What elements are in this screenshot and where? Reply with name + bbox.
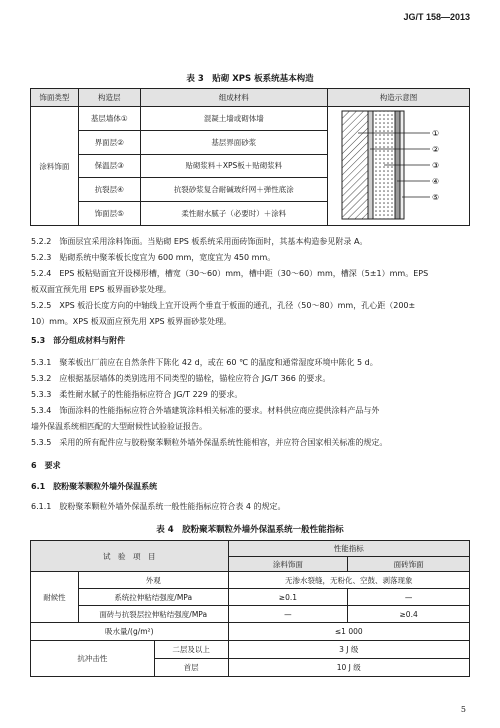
table-row: [31, 623, 470, 641]
table3-header-type: 饰面类型: [31, 89, 79, 107]
table4: [30, 540, 470, 677]
paragraph: 10）mm。XPS 板双面应预先用 XPS 板界面砂浆处理。: [31, 317, 232, 326]
table3-header-row: [31, 89, 470, 107]
paragraph: 板双面宜预先用 EPS 板界面砂浆处理。: [31, 285, 172, 294]
table-row: [31, 589, 470, 606]
table4-header-row: [31, 541, 470, 557]
paragraph: 5.2.3 贴砌系统中聚苯板长度宜为 600 mm，宽度宜为 450 mm。: [31, 253, 276, 262]
table4-value-tile: ≥0.4: [348, 606, 470, 623]
diagram-label: ①: [432, 129, 440, 138]
table4-value-coating: —: [228, 606, 348, 623]
table3-layer: 饰面层⑤: [78, 202, 140, 226]
table4-header-performance: 性能指标: [228, 541, 469, 557]
table4-value-coating: ≥0.1: [228, 589, 348, 606]
section-5-2-text: [31, 234, 471, 330]
table4-weather-cell: 耐候性: [31, 572, 79, 623]
table3-layer: 基层墙体①: [78, 107, 140, 131]
table4-value: 3 J 级: [228, 641, 469, 659]
table4-item: 系统拉伸粘结强度/MPa: [78, 589, 228, 606]
table4-item: 首层: [154, 659, 228, 677]
table4-header-item: 试 验 项 目: [31, 541, 229, 572]
section-5-3-text: [31, 355, 471, 451]
table-row: [31, 606, 470, 623]
table3-material: 贴砌浆料＋XPS板＋贴砌浆料: [140, 154, 327, 178]
section-heading-6: 6 要求: [31, 461, 61, 470]
table3-layer: 保温层③: [78, 154, 140, 178]
table4-item: 吸水量/(g/m²): [31, 623, 229, 641]
paragraph: 5.3.4 饰面涂料的性能指标应符合外墙建筑涂料相关标准的要求。材料供应商应提供涂料产品与外: [31, 406, 380, 415]
table-row: [31, 572, 470, 589]
table3-caption: 表 3 贴砌 XPS 板系统基本构造: [186, 74, 314, 84]
standard-number: JG/T 158—2013: [403, 12, 470, 22]
table3-header-layer: 构造层: [78, 89, 140, 107]
diagram-label: ④: [432, 177, 440, 186]
diagram-label: ②: [432, 145, 440, 154]
table3-layer: 抗裂层④: [78, 178, 140, 202]
table3-material: 混凝土墙或砌体墙: [140, 107, 327, 131]
table3-type-cell: 涂料饰面: [31, 107, 79, 226]
table4-caption: 表 4 胶粉聚苯颗粒外墙外保温系统一般性能指标: [156, 525, 344, 535]
table3-header-material: 组成材料: [140, 89, 327, 107]
table4-item: 面砖与抗裂层拉伸粘结强度/MPa: [78, 606, 228, 623]
section-6-1-1-text: [31, 499, 471, 515]
table3-material: 抗裂砂浆复合耐碱玻纤网＋弹性底涂: [140, 178, 327, 202]
table3: [30, 88, 470, 226]
diagram-label: ⑤: [432, 193, 440, 202]
table4-item: 外观: [78, 572, 228, 589]
interface-layer: [368, 111, 373, 219]
table3-layer: 界面层②: [78, 130, 140, 154]
paragraph: 5.2.5 XPS 板沿长度方向的中轴线上宜开设两个垂直于板面的通孔，孔径（50～80）mm，孔心距（200±: [31, 301, 416, 310]
table3-material: 柔性耐水腻子（必要时）＋涂料: [140, 202, 327, 226]
table4-header-coating: 涂料饰面: [228, 557, 348, 572]
table3-diagram-cell: [327, 107, 469, 226]
table4-header-tile: 面砖饰面: [348, 557, 470, 572]
page-number: 5: [460, 705, 466, 714]
table4-value: ≤1 000: [228, 623, 469, 641]
table-row: [31, 107, 470, 131]
table4-impact-cell: 抗冲击性: [31, 641, 155, 677]
paragraph: 6.1.1 胶粉聚苯颗粒外墙外保温系统一般性能指标应符合表 4 的规定。: [31, 502, 286, 511]
paragraph: 5.3.5 采用的所有配件应与胶粉聚苯颗粒外墙外保温系统性能相容，并应符合国家相关标准的规定。: [31, 438, 388, 447]
paragraph: 5.2.2 饰面层宜采用涂料饰面。当贴砌 EPS 板系统采用面砖饰面时，其基本构造参见附录 A。: [31, 237, 368, 246]
table4-value-tile: —: [348, 589, 470, 606]
table4-item: 二层及以上: [154, 641, 228, 659]
diagram-label: ③: [432, 161, 440, 170]
table3-material: 基层界面砂浆: [140, 130, 327, 154]
section-heading-6-1: 6.1 胶粉聚苯颗粒外墙外保温系统: [31, 482, 158, 491]
table-row: [31, 641, 470, 659]
table4-value: 10 J 级: [228, 659, 469, 677]
section-heading-5-3: 5.3 部分组成材料与附件: [31, 336, 126, 345]
paragraph: 墙外保温系统相匹配的大型耐候性试验验证报告。: [31, 422, 207, 431]
paragraph: 5.3.1 聚苯板出厂前应在自然条件下陈化 42 d，或在 60 ℃ 的温度和通常湿度环境中陈化 5 d。: [31, 358, 378, 367]
paragraph: 5.3.2 应根据基层墙体的类别选用不同类型的锚栓，锚栓应符合 JG/T 366 的要求。: [31, 374, 331, 383]
table4-value: 无渗水裂缝，无粉化、空鼓、剥落现象: [228, 572, 469, 589]
table3-header-diagram: 构造示意图: [327, 89, 469, 107]
paragraph: 5.2.4 EPS 板粘贴面宜开设梯形槽，槽宽（30～60）mm，槽中距（30～60）mm，槽深（5±1）mm。EPS: [31, 269, 429, 278]
paragraph: 5.3.3 柔性耐水腻子的性能指标应符合 JG/T 229 的要求。: [31, 390, 243, 399]
base-wall-layer: [342, 111, 368, 219]
wall-section-diagram: [330, 109, 466, 221]
